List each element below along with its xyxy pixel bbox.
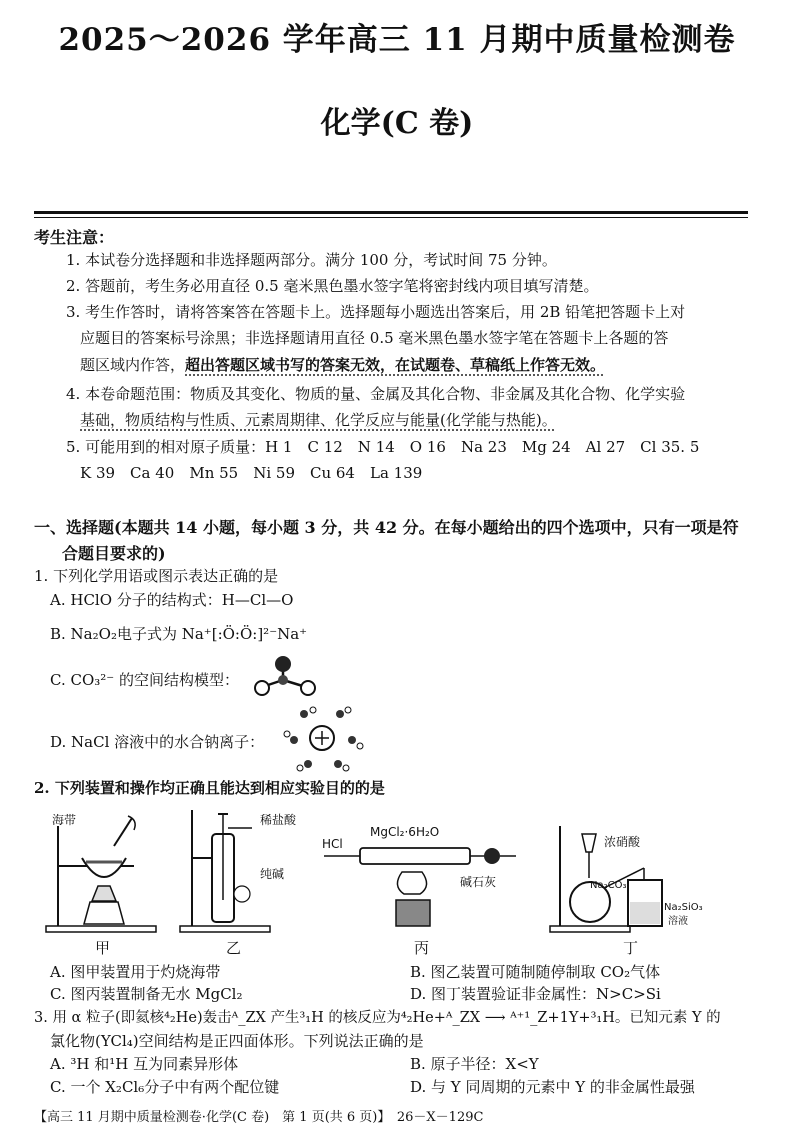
section-heading: 一、选择题(本题共 14 小题，每小题 3 分，共 42 分。在每小题给出的四个选项中，只有一项是符 <box>34 518 739 537</box>
carbonate-model-figure <box>250 654 322 700</box>
q1-b-electron: :Ö:Ö: <box>217 625 258 643</box>
notice-item-4a: 4. 本卷命题范围：物质及其变化、物质的量、金属及其化合物、非金属及其化合物、化学实验 <box>66 385 686 403</box>
q2-stem: 2. 下列装置和操作均正确且能达到相应实验目的的是 <box>34 779 385 797</box>
q1-option-c: C. CO₃²⁻ 的空间结构模型： <box>50 671 239 689</box>
divider-thick <box>34 211 748 214</box>
q3-option-c: C. 一个 X₂Cl₆分子中有两个配位键 <box>50 1078 280 1096</box>
fig2-base-label: 纯碱 <box>260 867 285 881</box>
fig3-hcl-label: HCl <box>322 837 343 851</box>
caption-yi: 乙 <box>226 939 242 957</box>
q1-option-d: D. NaCl 溶液中的水合钠离子： <box>50 733 265 751</box>
notice-item-5a: 5. 可能用到的相对原子质量：H 1 C 12 N 14 O 16 Na 23 Mg 24 Al 27 Cl 35. 5 <box>66 438 700 456</box>
notice-item-3b: 应题目的答案标号涂黑；非选择题请用直径 0.5 毫米黑色墨水签字笔在答题卡上各题的答 <box>80 329 669 347</box>
fig4-acid-label: 浓硝酸 <box>604 835 641 849</box>
fig2-acid-label: 稀盐酸 <box>260 813 297 827</box>
fig4-na2sio3-label: Na₂SiO₃ <box>664 902 703 913</box>
exam-title: 2025～2026 学年高三 11 月期中质量检测卷 <box>58 22 736 58</box>
q2-option-b: B. 图乙装置可随制随停制取 CO₂气体 <box>410 963 661 981</box>
q1-stem: 1. 下列化学用语或图示表达正确的是 <box>34 567 279 585</box>
figure-yi-gas-generator <box>176 800 306 936</box>
q1-option-a: A. HClO 分子的结构式：H—Cl—O <box>50 591 294 609</box>
q3-stem-b: 氯化物(YCl₄)空间结构是正四面体形。下列说法正确的是 <box>50 1032 424 1050</box>
caption-bing: 丙 <box>414 939 430 957</box>
q3-option-b: B. 原子半径：X<Y <box>410 1055 539 1073</box>
notice-item-4b: 基础，物质结构与性质、元素周期律、化学反应与能量(化学能与热能)。 <box>80 411 557 429</box>
figure-jia-crucible <box>44 806 164 936</box>
notice-item-1: 1. 本试卷分选择题和非选择题两部分。满分 100 分，考试时间 75 分钟。 <box>66 251 557 269</box>
q3-stem-a: 3. 用 α 粒子(即氦核⁴₂He)轰击ᴬ_ZX 产生³₁H 的核反应为⁴₂He+ᴬ_ZX ⟶ ᴬ⁺¹_Z+1Y+³₁H。已知元素 Y 的 <box>34 1010 721 1026</box>
q1-option-b <box>50 624 307 644</box>
figure-bing-dehydration <box>320 814 530 936</box>
q1-b-suffix: ]²⁻Na⁺ <box>257 625 308 643</box>
caption-jia: 甲 <box>95 939 111 957</box>
fig3-salt-label: MgCl₂·6H₂O <box>370 825 440 839</box>
q2-option-c: C. 图丙装置制备无水 MgCl₂ <box>50 985 243 1003</box>
notice-item-3c-text: 题区域内作答， <box>80 356 186 374</box>
caption-ding: 丁 <box>623 939 639 957</box>
q2-option-a: A. 图甲装置用于灼烧海带 <box>50 963 221 981</box>
notice-item-3c <box>80 355 605 375</box>
figure-ding-acidity <box>548 806 728 936</box>
subject-title: 化学(C 卷) <box>320 106 474 141</box>
notice-heading: 考生注意： <box>34 228 115 247</box>
hydrated-sodium-ion-figure <box>282 704 366 772</box>
section-heading-cont: 合题目要求的) <box>62 544 166 563</box>
q1-b-prefix: B. Na₂O₂电子式为 Na⁺[ <box>50 625 218 643</box>
fig3-lime-label: 碱石灰 <box>460 875 497 889</box>
fig1-label: 海带 <box>52 813 77 827</box>
fig4-soln-label: 溶液 <box>668 916 688 927</box>
q2-option-d: D. 图丁装置验证非金属性：N>C>Si <box>410 985 661 1003</box>
notice-item-3a: 3. 考生作答时，请将答案答在答题卡上。选择题每小题选出答案后，用 2B 铅笔把答题卡上对 <box>66 303 686 321</box>
notice-emphasis: 超出答题区域书写的答案无效，在试题卷、草稿纸上作答无效。 <box>185 356 606 374</box>
divider-thin <box>34 217 748 218</box>
fig4-na2co3-label: Na₂CO₃ <box>590 880 627 891</box>
q3-option-a: A. ³H 和¹H 互为同素异形体 <box>50 1055 239 1073</box>
notice-item-5b: K 39 Ca 40 Mn 55 Ni 59 Cu 64 La 139 <box>80 464 423 482</box>
q3-option-d: D. 与 Y 同周期的元素中 Y 的非金属性最强 <box>410 1078 695 1096</box>
page-footer: 【高三 11 月期中质量检测卷·化学(C 卷) 第 1 页(共 6 页)】 26－X－129C <box>34 1110 484 1125</box>
notice-item-2: 2. 答题前，考生务必用直径 0.5 毫米黑色墨水签字笔将密封线内项目填写清楚。 <box>66 277 599 295</box>
